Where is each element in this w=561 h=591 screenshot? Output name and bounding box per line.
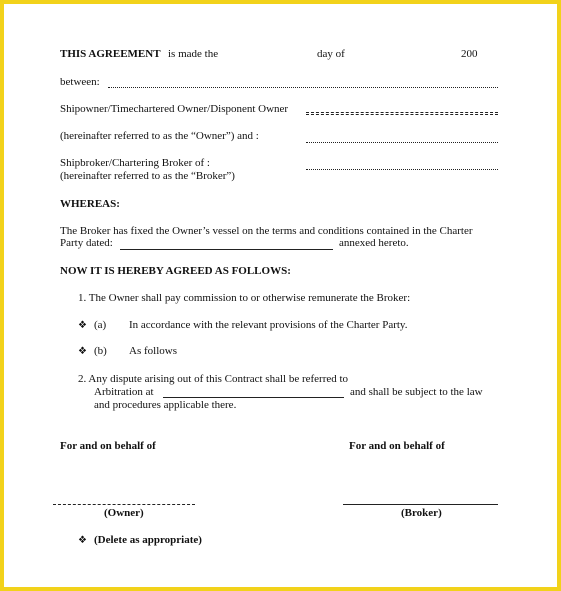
option-b-label: (b) [94, 345, 107, 357]
shipbroker-label: Shipbroker/Chartering Broker of : [60, 157, 210, 169]
broker-reference: (hereinafter referred to as the “Broker”) [60, 170, 235, 182]
between-label: between: [60, 76, 100, 88]
clause-1: 1. The Owner shall pay commission to or otherwise remunerate the Broker: [78, 292, 411, 304]
day-of-label: day of [317, 48, 345, 60]
whereas-line-2-start: Party dated: [60, 237, 113, 249]
agreed-heading: NOW IT IS HEREBY AGREED AS FOLLOWS: [60, 265, 291, 277]
shipowner-label: Shipowner/Timechartered Owner/Disponent Owner [60, 103, 289, 115]
agreement-title-rest: is made the [168, 48, 219, 60]
between-fill-line[interactable] [108, 87, 498, 88]
option-a-text: In accordance with the relevant provisions of the Charter Party. [129, 319, 408, 331]
broker-signature-label: (Broker) [401, 507, 442, 519]
agreement-title: THIS AGREEMENT [60, 48, 161, 60]
whereas-line-2-end: annexed hereto. [339, 237, 409, 249]
charter-party-date-line[interactable] [120, 249, 333, 250]
owner-reference: (hereinafter referred to as the “Owner”) and : [60, 130, 259, 142]
owner-signature-label: (Owner) [104, 507, 144, 519]
option-a-label: (a) [94, 319, 107, 331]
diamond-bullet-icon: ❖ [78, 535, 87, 546]
clause-2-line-3: and procedures applicable there. [94, 399, 237, 411]
clause-2-line-1: 2. Any dispute arising out of this Contract shall be referred to [78, 373, 349, 385]
clause-2-line-2-end: and shall be subject to the law [350, 386, 483, 398]
delete-note: (Delete as appropriate) [94, 534, 202, 546]
shipowner-fill-line[interactable] [306, 112, 498, 115]
diamond-bullet-icon: ❖ [78, 346, 87, 357]
owner-signature-heading: For and on behalf of [60, 440, 156, 452]
arbitration-place-line[interactable] [163, 397, 344, 398]
owner-signature-line[interactable] [53, 504, 195, 505]
shipbroker-fill-line[interactable] [306, 169, 498, 170]
broker-signature-heading: For and on behalf of [349, 440, 445, 452]
broker-signature-line[interactable] [343, 504, 498, 505]
owner-fill-line[interactable] [306, 142, 498, 143]
clause-2-line-2-start: Arbitration at [94, 386, 154, 398]
whereas-heading: WHEREAS: [60, 198, 120, 210]
whereas-line-1: The Broker has fixed the Owner’s vessel on the terms and conditions contained in the Charter [60, 225, 473, 237]
diamond-bullet-icon: ❖ [78, 320, 87, 331]
year-label: 200 [461, 48, 478, 60]
option-b-text: As follows [129, 345, 177, 357]
